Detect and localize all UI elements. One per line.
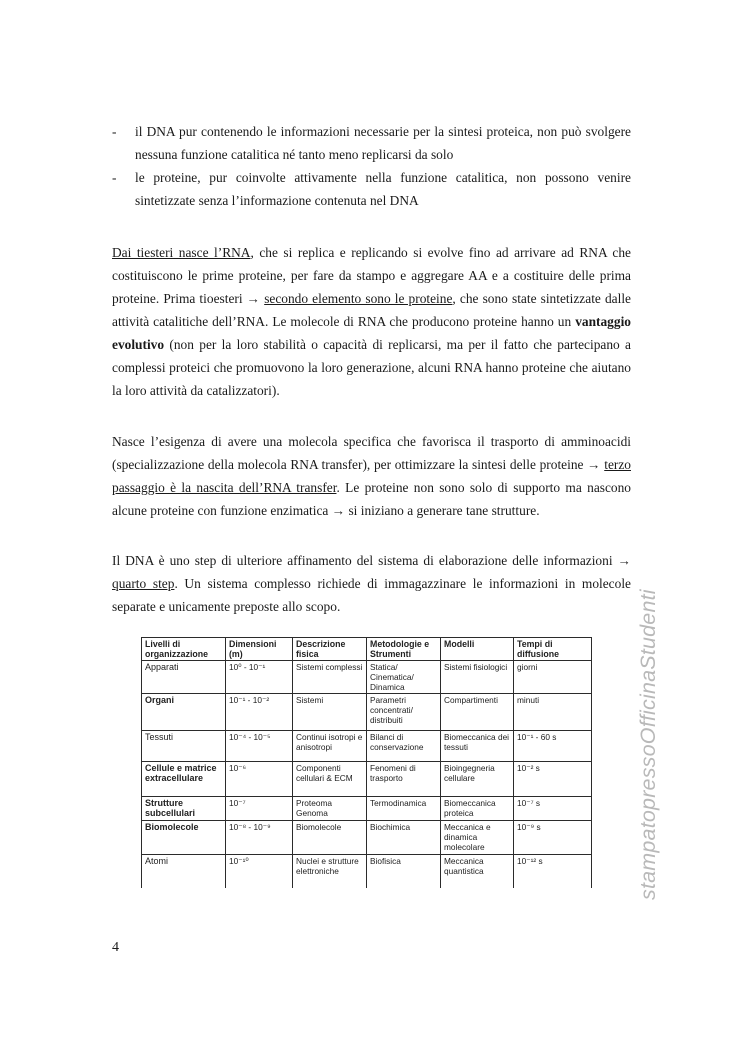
table-cell: 10⁻⁶ <box>226 762 293 797</box>
underlined-phrase: terzo passaggio è la nascita dell’RNA transfer <box>112 457 631 495</box>
table-header-cell: Tempi di diffusione <box>514 638 592 661</box>
table-row <box>142 661 592 694</box>
table-cell: Meccanica e dinamica molecolare <box>441 821 514 855</box>
bullet-item <box>112 120 631 166</box>
table-cell: Componenti cellulari & ECM <box>293 762 367 797</box>
table-cell: Fenomeni di trasporto <box>367 762 441 797</box>
bullet-text: le proteine, pur coinvolte attivamente nella funzione catalitica, non possono venire sintetizzate senza l’informazione contenuta nel DNA <box>135 170 631 208</box>
table-cell: 10⁻¹ - 60 s <box>514 731 592 762</box>
table-header-cell: Metodologie e Strumenti <box>367 638 441 661</box>
bullet-marker: - <box>112 124 117 139</box>
table-cell: 10⁻⁷ <box>226 797 293 821</box>
paragraph-text: Il DNA è uno step di ulteriore affinamento del sistema di elaborazione delle informazioni → <box>112 553 631 568</box>
table-cell: Biofisica <box>367 855 441 889</box>
table-cell: Statica/ Cinematica/ Dinamica <box>367 661 441 694</box>
paragraph-text: (non per la loro stabilità o capacità di replicarsi, ma per il fatto che partecipano a complessi proteici che promuovono la loro generazione, alcuni RNA hanno proteine che aiutano la loro attività da catalizzatori). <box>112 337 631 398</box>
table-cell-level: Tessuti <box>142 731 226 762</box>
bullet-text: il DNA pur contenendo le informazioni necessarie per la sintesi proteica, non può svolgere nessuna funzione catalitica né tanto meno replicarsi da solo <box>135 124 631 162</box>
underlined-phrase: secondo elemento sono le proteine <box>264 291 453 306</box>
table-cell-level: Apparati <box>142 661 226 694</box>
table-cell: Sistemi <box>293 694 367 731</box>
table-cell: Meccanica quantistica <box>441 855 514 889</box>
paragraph-text: Nasce l’esigenza di avere una molecola specifica che favorisca il trasporto di amminoacidi (specializzazione della molecola RNA transfer), per ottimizzare la sintesi delle proteine → <box>112 434 631 472</box>
table-cell: Nuclei e strutture elettroniche <box>293 855 367 889</box>
table-cell: Bilanci di conservazione <box>367 731 441 762</box>
table-cell: 10⁻¹ - 10⁻² <box>226 694 293 731</box>
paragraph-text: , che sono state sintetizzate dalle attività catalitiche dell’RNA. Le molecole di RNA che producono proteine hanno un <box>112 291 631 329</box>
table-cell: Sistemi complessi <box>293 661 367 694</box>
table-row <box>142 797 592 821</box>
table-cell: Continui isotropi e anisotropi <box>293 731 367 762</box>
table-cell: 10⁻² s <box>514 762 592 797</box>
organization-levels-table <box>141 637 592 888</box>
table-cell: 10⁻⁷ s <box>514 797 592 821</box>
bold-phrase: vantaggio evolutivo <box>112 314 631 352</box>
paragraph-dna <box>112 549 631 618</box>
table-cell: 10⁻¹² s <box>514 855 592 889</box>
table-row <box>142 821 592 855</box>
table-cell: 10⁻⁸ - 10⁻⁹ <box>226 821 293 855</box>
table-cell: Termodinamica <box>367 797 441 821</box>
table-cell: Compartimenti <box>441 694 514 731</box>
table-cell: Biomeccanica proteica <box>441 797 514 821</box>
table-header-cell: Dimensioni (m) <box>226 638 293 661</box>
table-cell: 10⁻¹⁰ <box>226 855 293 889</box>
table-row <box>142 731 592 762</box>
table-row <box>142 694 592 731</box>
table-cell-level: Organi <box>142 694 226 731</box>
table-cell: 10⁻⁹ s <box>514 821 592 855</box>
paragraph-rna <box>112 241 631 402</box>
table-row <box>142 762 592 797</box>
bullet-marker: - <box>112 170 117 185</box>
paragraph-text: . Un sistema complesso richiede di immagazzinare le informazioni in molecole separate e unicamente preposte allo scopo. <box>112 576 631 614</box>
paragraph-rna-transfer <box>112 430 631 522</box>
table-cell-level: Biomolecole <box>142 821 226 855</box>
underlined-phrase: quarto step <box>112 576 175 591</box>
table-cell-level: Cellule e matrice extracellulare <box>142 762 226 797</box>
table-header-cell: Livelli di organizzazione <box>142 638 226 661</box>
bullet-item <box>112 166 631 212</box>
table-cell-level: Strutture subcellulari <box>142 797 226 821</box>
bullet-list <box>112 120 631 212</box>
table-cell: Parametri concentrati/ distribuiti <box>367 694 441 731</box>
watermark-text: stampatopressoOfficinaStudenti <box>636 589 660 900</box>
table-cell-level: Atomi <box>142 855 226 889</box>
table-cell: Sistemi fisiologici <box>441 661 514 694</box>
table-cell: Bioingegneria cellulare <box>441 762 514 797</box>
table-header-cell: Descrizione fisica <box>293 638 367 661</box>
table-header-cell: Modelli <box>441 638 514 661</box>
table-cell: 10⁰ - 10⁻¹ <box>226 661 293 694</box>
table-cell: giorni <box>514 661 592 694</box>
table-row <box>142 855 592 889</box>
table-header-row <box>142 638 592 661</box>
page-number: 4 <box>112 940 119 955</box>
paragraph-text: . Le proteine non sono solo di supporto ma nascono alcune proteine con funzione enzimatica → si iniziano a generare tane strutture. <box>112 480 631 518</box>
paragraph-text: , che si replica e replicando si evolve fino ad arrivare ad RNA che costituiscono le prime proteine, per fare da stampo e aggregare AA e a costituire delle prima proteine. Prima tioesteri → <box>112 245 631 306</box>
table-cell: Biomolecole <box>293 821 367 855</box>
table-cell: Proteoma Genoma <box>293 797 367 821</box>
table-cell: Biochimica <box>367 821 441 855</box>
table-cell: 10⁻⁴ - 10⁻⁵ <box>226 731 293 762</box>
underlined-phrase: Dai tiesteri nasce l’RNA <box>112 245 251 260</box>
table-cell: Biomeccanica dei tessuti <box>441 731 514 762</box>
table-cell: minuti <box>514 694 592 731</box>
